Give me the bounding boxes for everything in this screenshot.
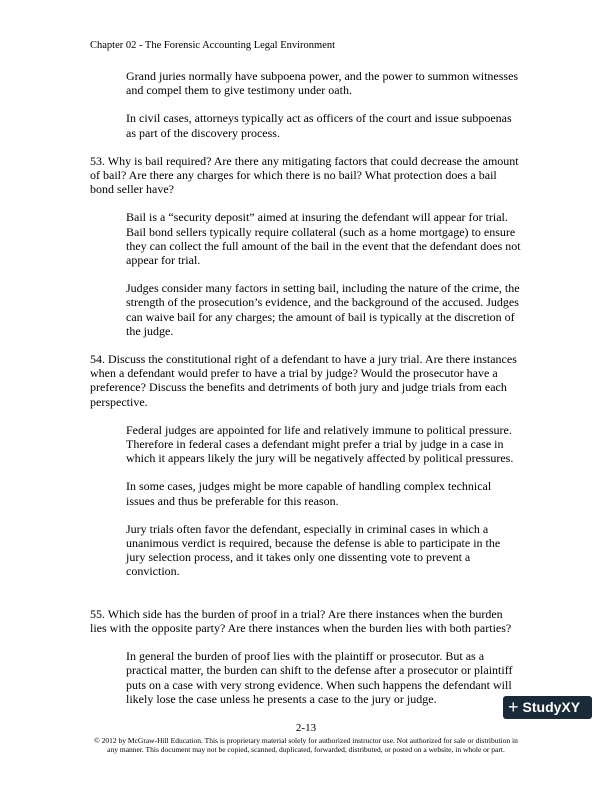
copyright-notice: © 2012 by McGraw-Hill Education. This is proprietary material solely for authorized instructor use. Not authorized for sale or distribution in any manner. This document may not be copied, scanned, duplicated, forwarded, distributed, or posted on a website, in whole or part. — [94, 736, 518, 755]
answer-paragraph: Judges consider many factors in setting bail, including the nature of the crime, the strength of the prosecution’s evidence, and the background of the accused. Judges can waive bail for any charges; the amount of bail is typically at the discretion of the judge. — [126, 281, 520, 338]
studyxy-logo[interactable] — [503, 696, 592, 719]
question-55: 55. Which side has the burden of proof in a trial? Are there instances when the burden lies with the opposite party? Are there instances when the burden lies with both parties? — [90, 606, 512, 635]
question-54: 54. Discuss the constitutional right of a defendant to have a jury trial. Are there instances when a defendant would prefer to have a trial by judge? Would the prosecutor have a preference? Discuss the benefits and detriments of both jury and judge trials from each perspective. — [90, 352, 517, 409]
answer-paragraph: In civil cases, attorneys typically act as officers of the court and issue subpoenas as part of the discovery process. — [126, 111, 512, 140]
answer-paragraph: Grand juries normally have subpoena power, and the power to summon witnesses and compel them to give testimony under oath. — [126, 69, 519, 98]
question-53: 53. Why is bail required? Are there any mitigating factors that could decrease the amount of bail? Are there any charges for which there is no bail? What protection does a bail bond seller have? — [90, 153, 519, 197]
answer-paragraph: In some cases, judges might be more capable of handling complex technical issues and thus be preferable for this reason. — [126, 479, 492, 508]
page-number: 2-13 — [295, 722, 317, 734]
answer-paragraph: In general the burden of proof lies with the plaintiff or prosecutor. But as a practical matter, the burden can shift to the defense after a prosecutor or plaintiff puts on a case with very strong evidence. When such happens the defendant will likely lose the case unless he presents a case to the jury or judge. — [126, 649, 513, 706]
logo-text: StudyXY — [522, 699, 581, 715]
page-footer — [90, 722, 522, 754]
document-body — [90, 69, 522, 720]
answer-paragraph: Bail is a “security deposit” aimed at insuring the defendant will appear for trial. Bail bond sellers typically require collateral (such as a home mortgage) to ensure they can collect the full amount of the bail in the event that the defendant does not appear for trial. — [126, 210, 521, 268]
answer-paragraph: Federal judges are appointed for life and relatively immune to political pressure. Therefore in federal cases a defendant might prefer a trial by judge in a case in which it appears likely the jury will be negatively affected by political pressures. — [126, 422, 514, 466]
answer-paragraph: Jury trials often favor the defendant, especially in criminal cases in which a unanimous verdict is required, because the defense is able to participate in the jury selection process, and it takes only one dissenting vote to prevent a conviction. — [126, 521, 501, 579]
chapter-header: Chapter 02 - The Forensic Accounting Legal Environment — [90, 40, 336, 51]
spacer — [90, 593, 522, 607]
plus-icon: + — [508, 697, 519, 717]
